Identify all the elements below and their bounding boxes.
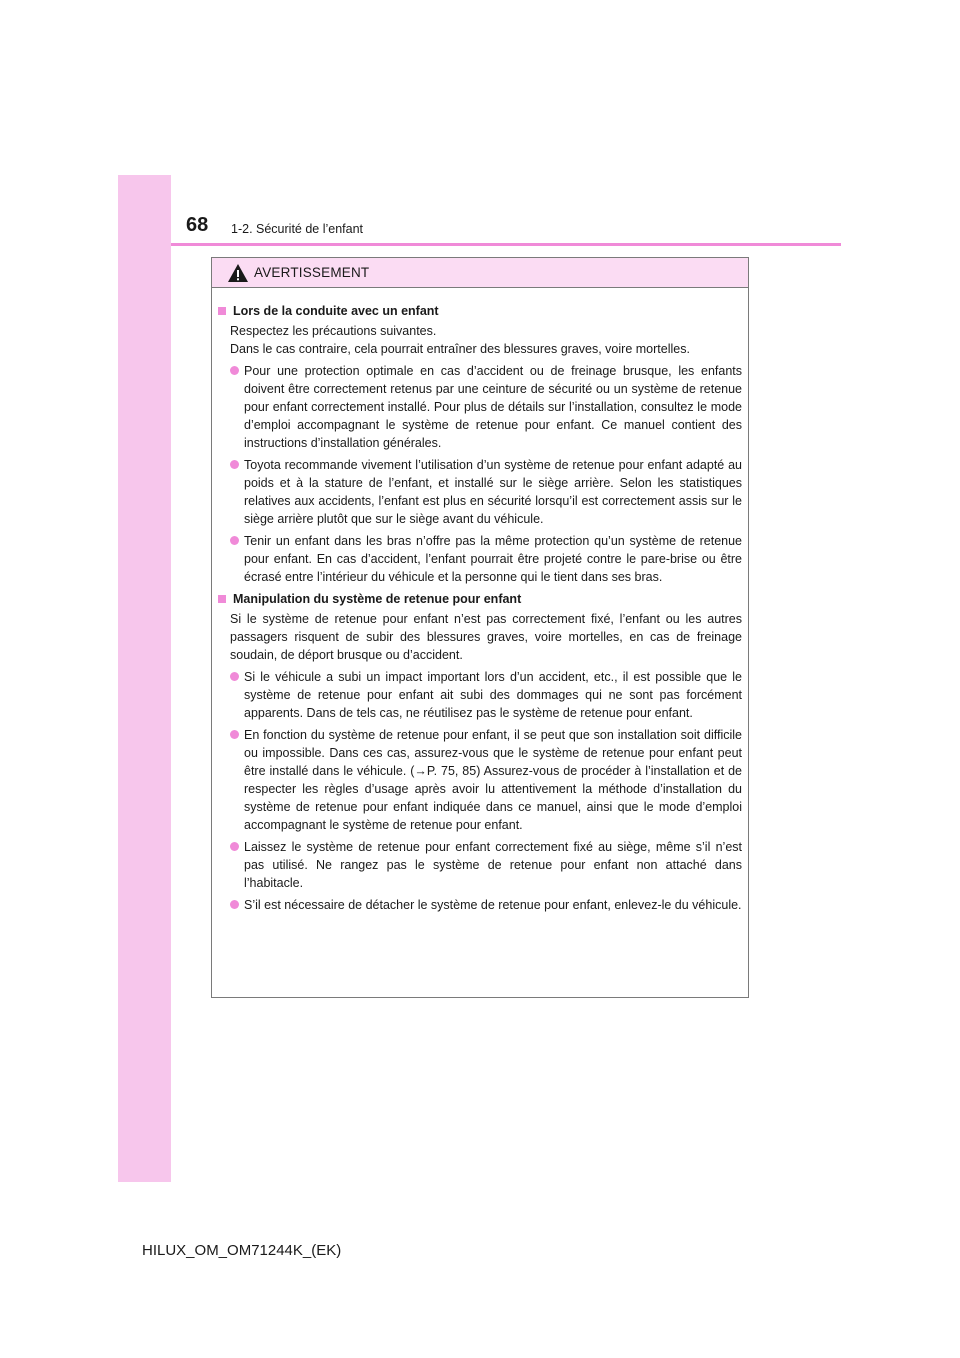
round-bullet-icon [230,460,239,469]
round-bullet-icon [230,536,239,545]
section-heading: Manipulation du système de retenue pour enfant [218,590,742,608]
warning-box [211,257,749,998]
round-bullet-icon [230,672,239,681]
page-number: 68 [186,214,209,236]
section-intro-line: Dans le cas contraire, cela pourrait entraîner des blessures graves, voire mortelles. [230,342,690,356]
warning-header [212,258,748,288]
section-title: 1-2. Sécurité de l’enfant [231,222,364,236]
square-bullet-icon [218,307,226,315]
round-bullet-icon [230,366,239,375]
bullet-item: Tenir un enfant dans les bras n’offre pas la même protection qu’un système de retenue pour enfant. En cas d’accident, l’enfant pourrait être projeté contre le pare-brise ou être écrasé entre l’intérieur du véhicule et la personne qui le tient dans ses bras. [218,532,742,586]
round-bullet-icon [230,900,239,909]
square-bullet-icon [218,595,226,603]
bullet-item: Laissez le système de retenue pour enfant correctement fixé au siège, même s’il n’est pas utilisé. Ne rangez pas le système de retenue pour enfant non attaché dans l’habitacle. [218,838,742,892]
side-color-band [118,175,171,1182]
bullet-item: Pour une protection optimale en cas d’accident ou de freinage brusque, les enfants doivent être correctement retenus par une ceinture de sécurité ou un système de retenue pour enfant correctement installé. Pour plus de détails sur l’installation, consultez le mode d’emploi accompagnant le système de retenue pour enfant. Ce manuel contient des instructions d’installation générales. [218,362,742,452]
round-bullet-icon [230,730,239,739]
section-heading: Lors de la conduite avec un enfant [218,302,742,320]
bullet-item: Toyota recommande vivement l’utilisation d’un système de retenue pour enfant adapté au poids et à la stature de l’enfant, et installé sur le siège arrière. Selon les statistiques relatives aux accidents, l’enfant est plus en sécurité lorsqu’il est correctement assis sur le siège arrière plutôt que sur le siège avant du véhicule. [218,456,742,528]
bullet-item: Si le véhicule a subi un impact important lors d’un accident, etc., il est possible que le système de retenue pour enfant ait subi des dommages qui ne sont pas forcément apparents. Dans de tels cas, ne réutilisez pas le système de retenue pour enfant. [218,668,742,722]
warning-body [212,288,748,914]
bullet-item: En fonction du système de retenue pour enfant, il se peut que son installation soit difficile ou impossible. Dans ces cas, assurez-vous que le système de retenue pour enfant peut être installé dans le véhicule. (→P. 75, 85) Assurez-vous de procéder à l’installation et de respecter les règles d’usage après avoir lu attentivement la méthode d’installation du système de retenue pour enfant indiquée dans ce manuel, ainsi que le mode d’emploi accompagnant le système de retenue pour enfant. [218,726,742,834]
document-code: HILUX_OM_OM71244K_(EK) [142,1242,342,1259]
round-bullet-icon [230,842,239,851]
section-intro-line: Respectez les précautions suivantes. [230,324,437,338]
header-divider [171,243,841,246]
section-intro-line: Si le système de retenue pour enfant n’est pas correctement fixé, l’enfant ou les autres passagers risquent de subir des blessures graves, voire mortelles, en cas de freinage soudain, de déport brusque ou d’accident. [230,612,742,662]
warning-triangle-icon [227,263,249,283]
bullet-item: S’il est nécessaire de détacher le système de retenue pour enfant, enlevez-le du véhicule. [218,896,742,914]
warning-title: AVERTISSEMENT [254,265,370,280]
